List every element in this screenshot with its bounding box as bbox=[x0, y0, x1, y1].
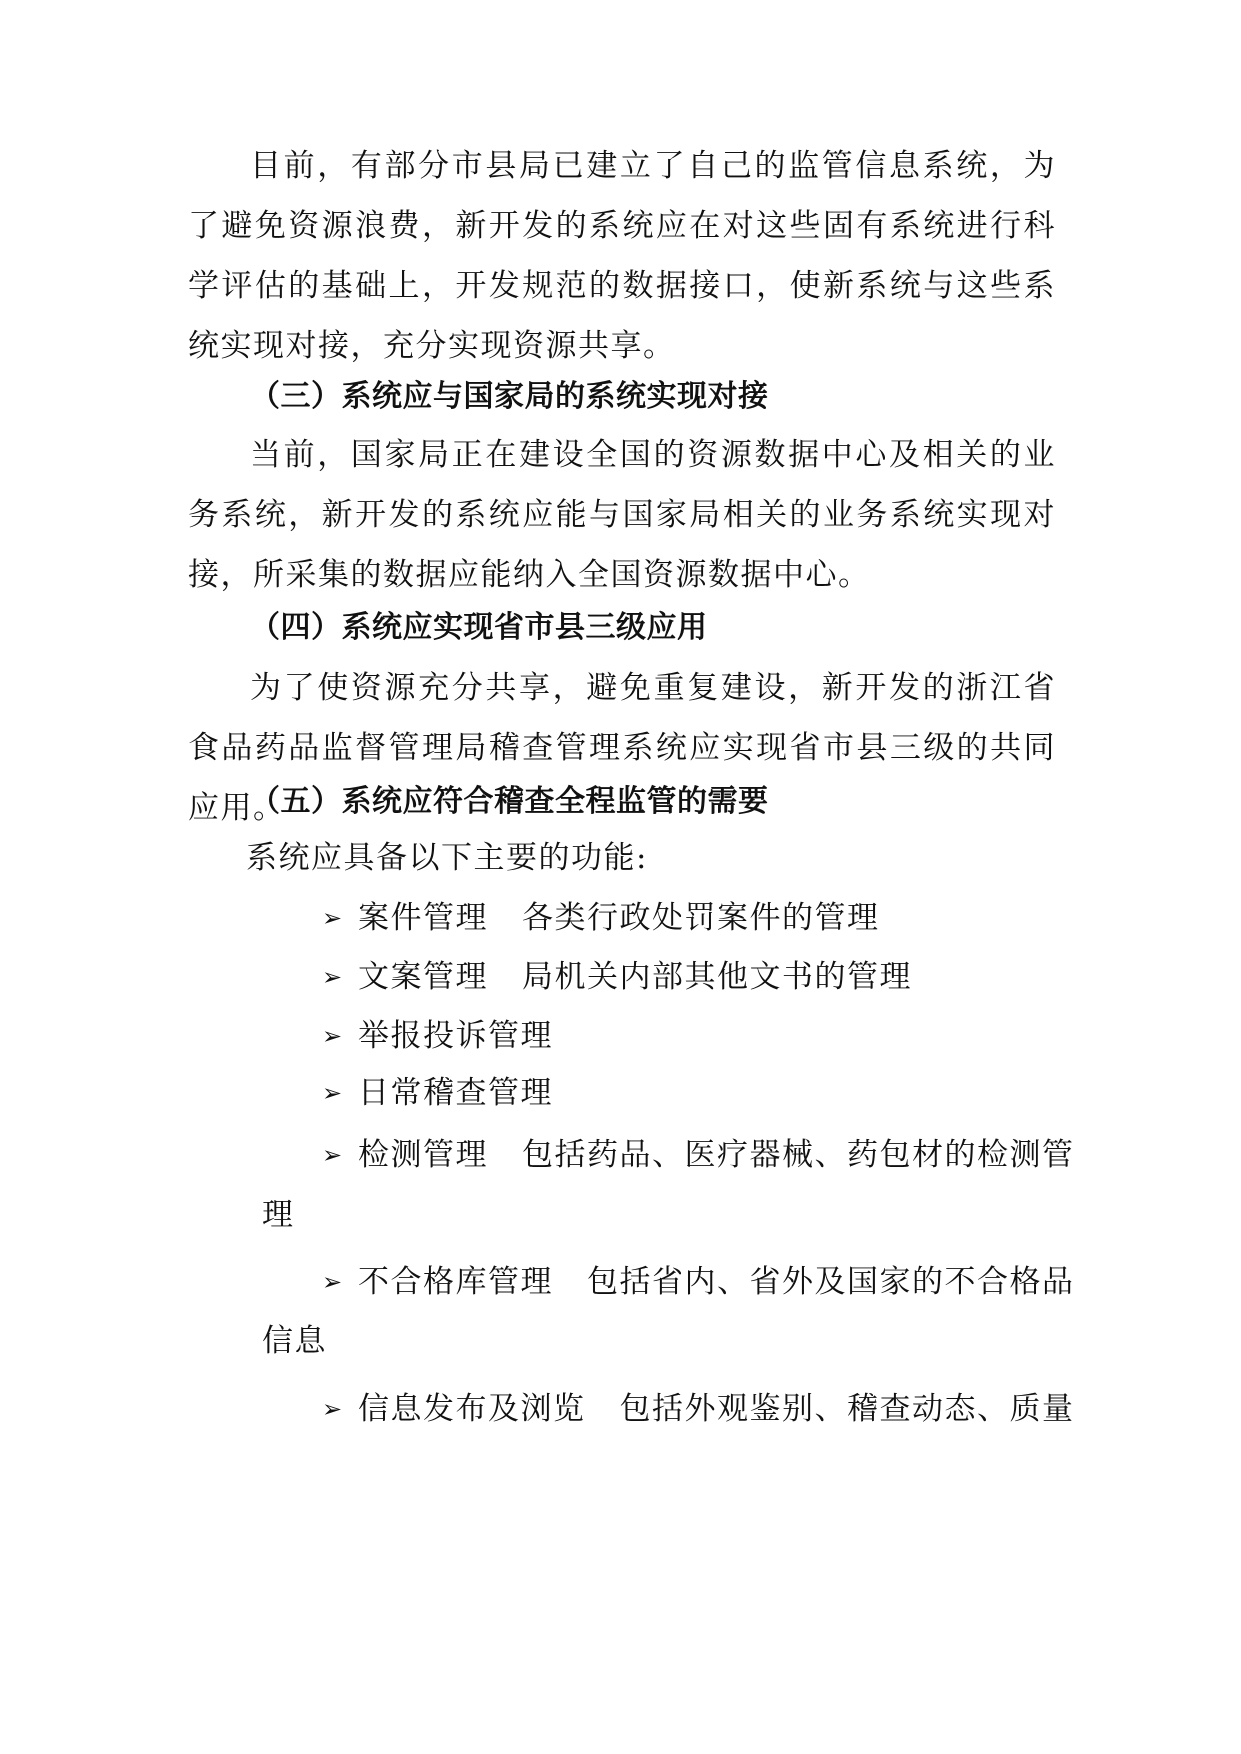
list-item-desc: 各类行政处罚案件的管理 bbox=[522, 900, 880, 936]
list-item-title: 检测管理 bbox=[358, 1137, 488, 1173]
list-item bbox=[322, 1135, 1075, 1175]
arrow-bullet-icon: ➢ bbox=[322, 1022, 344, 1050]
list-item-desc: 包括省内、省外及国家的不合格品 bbox=[587, 1264, 1075, 1300]
paragraph-existing-systems: 目前，有部分市县局已建立了自己的监管信息系统，为了避免资源浪费，新开发的系统应在对这些固有系统进行科学评估的基础上，开发规范的数据接口，使新系统与这些系统实现对接，充分实现资源共享。 bbox=[188, 148, 1056, 364]
list-item bbox=[322, 1016, 1056, 1056]
arrow-bullet-icon: ➢ bbox=[322, 963, 344, 991]
arrow-bullet-icon: ➢ bbox=[322, 1079, 344, 1107]
heading-section-4: （四）系统应实现省市县三级应用 bbox=[250, 610, 708, 645]
arrow-bullet-icon: ➢ bbox=[322, 1395, 344, 1423]
list-item-continuation: 信息 bbox=[262, 1323, 327, 1359]
list-item-continuation: 理 bbox=[262, 1197, 295, 1233]
functions-intro: 系统应具备以下主要的功能: bbox=[246, 840, 648, 876]
list-item-title: 日常稽查管理 bbox=[358, 1075, 553, 1111]
list-item bbox=[322, 1389, 1075, 1429]
arrow-bullet-icon: ➢ bbox=[322, 904, 344, 932]
paragraph-national-integration: 当前，国家局正在建设全国的资源数据中心及相关的业务系统，新开发的系统应能与国家局相关的业务系统实现对接，所采集的数据应能纳入全国资源数据中心。 bbox=[188, 437, 1056, 593]
list-item-title: 举报投诉管理 bbox=[358, 1018, 553, 1054]
arrow-bullet-icon: ➢ bbox=[322, 1141, 344, 1169]
list-item bbox=[322, 957, 1056, 997]
list-item bbox=[322, 898, 1056, 938]
list-item-title: 文案管理 bbox=[358, 959, 488, 995]
paragraph-three-level: 为了使资源充分共享，避免重复建设，新开发的浙江省食品药品监督管理局稽查管理系统应实现省市县三级的共同应用。 bbox=[188, 670, 1056, 826]
list-item-title: 信息发布及浏览 bbox=[358, 1391, 586, 1427]
arrow-bullet-icon: ➢ bbox=[322, 1268, 344, 1296]
list-item-title: 不合格库管理 bbox=[358, 1264, 553, 1300]
list-item-desc: 包括药品、医疗器械、药包材的检测管 bbox=[522, 1137, 1075, 1173]
heading-section-3: （三）系统应与国家局的系统实现对接 bbox=[250, 379, 769, 414]
list-item-title: 案件管理 bbox=[358, 900, 488, 936]
list-item-desc: 包括外观鉴别、稽查动态、质量 bbox=[619, 1391, 1075, 1427]
list-item-desc: 局机关内部其他文书的管理 bbox=[522, 959, 912, 995]
list-item bbox=[322, 1262, 1075, 1302]
heading-section-5: （五）系统应符合稽查全程监管的需要 bbox=[250, 784, 769, 819]
list-item bbox=[322, 1073, 1056, 1113]
